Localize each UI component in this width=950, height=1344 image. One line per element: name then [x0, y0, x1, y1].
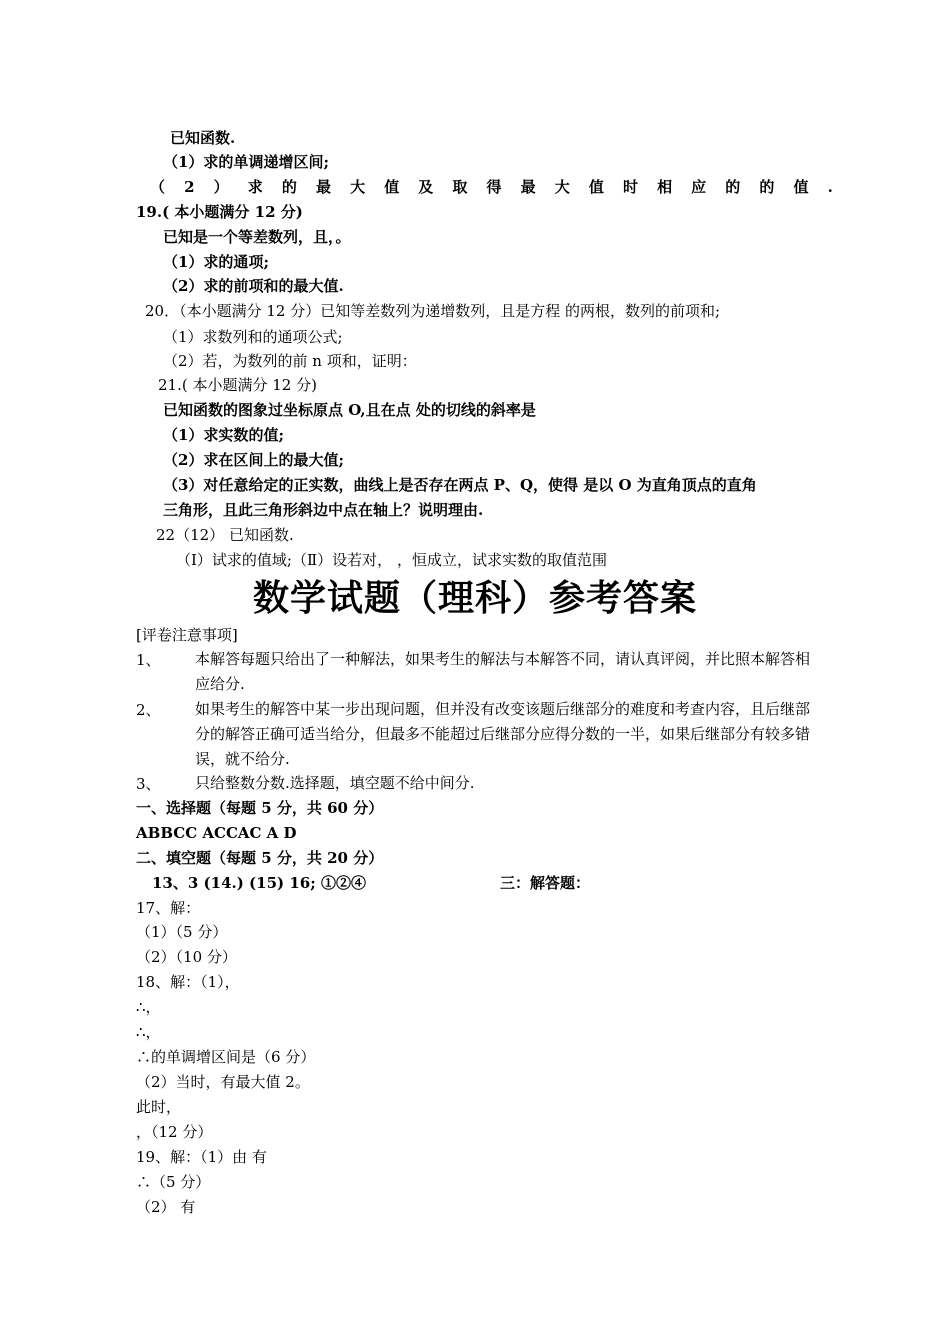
section-2-header: 二、填空题（每题 5 分，共 20 分） — [136, 849, 384, 867]
p18-question-2-char: 取 — [452, 178, 468, 196]
p18-question-2-char: 大 — [554, 178, 570, 196]
answers-title: 数学试题（理科）参考答案 — [252, 578, 697, 619]
p18-question-2-char: 最 — [520, 178, 536, 196]
p21-question-3a: （3）对任意给定的正实数，曲线上是否存在两点 P、Q，使得 是以 O 为直角顶点的直角 — [163, 476, 757, 494]
p18-question-2-char: （ — [150, 178, 166, 196]
note-1-number: 1、 — [136, 651, 161, 669]
p21-intro: 已知函数的图象过坐标原点 O,且在点 处的切线的斜率是 — [163, 401, 536, 419]
p19-question-1: （1）求的通项; — [163, 253, 269, 271]
p18-question-2-char: 值 — [793, 178, 809, 196]
answer-line: （1）（5 分） — [136, 923, 228, 941]
note-3-number: 3、 — [136, 775, 161, 793]
p22-heading: 22（12） 已知函数. — [156, 526, 294, 544]
section-1-header: 一、选择题（每题 5 分，共 60 分） — [136, 799, 384, 817]
answer-line: （2）（10 分） — [136, 948, 237, 966]
p20-question-1: （1）求数列和的通项公式; — [163, 328, 343, 346]
p18-question-2-char: 时 — [622, 178, 638, 196]
p19-intro: 已知是一个等差数列，且，。 — [163, 228, 351, 246]
p20-heading: 20．（本小题满分 12 分）已知等差数列为递增数列，且是方程 的两根，数列的前项和; — [145, 302, 721, 320]
answer-line: 19、解：（1）由 有 — [136, 1148, 267, 1166]
p18-question-2-char: 大 — [350, 178, 366, 196]
p22-question: （Ⅰ）试求的值域;（Ⅱ）设若对， ，恒成立，试求实数的取值范围 — [176, 551, 607, 569]
p18-question-2-char: 相 — [657, 178, 673, 196]
p18-question-2-char: 的 — [759, 178, 775, 196]
answer-line: ∴， — [136, 1023, 161, 1041]
note-2-text: 如果考生的解答中某一步出现问题，但并没有改变该题后继部分的难度和考查内容，且后继部分的解答正确可适当给分，但最多不能超过后继部分应得分数的一半，如果后继部分有较多错误，就不给分. — [195, 700, 811, 768]
p18-question-2-char: 的 — [725, 178, 741, 196]
note-1-text: 本解答每题只给出了一种解法，如果考生的解法与本解答不同，请认真评阅，并比照本解答相应给分. — [195, 650, 811, 693]
p18-question-2-char: 得 — [486, 178, 502, 196]
p20-question-2: （2）若，为数列的前 n 项和，证明： — [163, 352, 417, 370]
p18-intro: 已知函数. — [170, 129, 236, 147]
answer-line: 17、解： — [136, 899, 201, 917]
notes-header: [评卷注意事项] — [136, 626, 238, 644]
p19-question-2: （2）求的前项和的最大值. — [163, 277, 344, 295]
p18-question-2-char: 求 — [247, 178, 263, 196]
note-2-number: 2、 — [136, 701, 161, 719]
answer-line: ∴， — [136, 998, 161, 1016]
p21-question-3b: 三角形，且此三角形斜边中点在轴上？说明理由. — [163, 501, 484, 519]
p18-question-2-char: ） — [213, 178, 229, 196]
section-1-answers: ABBCC ACCAC A D — [136, 824, 297, 842]
section-2-answers: 13、3 (14.) (15) 16; ①②④ — [152, 874, 366, 892]
p18-question-2-char: 及 — [418, 178, 434, 196]
note-3-text: 只给整数分数.选择题，填空题不给中间分. — [195, 774, 475, 792]
answer-line: ∴（5 分） — [136, 1173, 211, 1191]
p18-question-1: （1）求的单调递增区间; — [163, 153, 329, 171]
p18-question-2-char: 应 — [691, 178, 707, 196]
p19-heading: 19.( 本小题满分 12 分) — [136, 203, 303, 221]
p18-question-2-char: 最 — [315, 178, 331, 196]
p21-question-2: （2）求在区间上的最大值; — [163, 451, 344, 469]
p21-question-1: （1）求实数的值; — [163, 426, 284, 444]
section-3-header: 三：解答题： — [500, 874, 591, 892]
answer-line: （2） 有 — [136, 1198, 196, 1216]
p18-question-2-char: 2 — [184, 178, 195, 196]
p18-question-2-char: 值 — [384, 178, 400, 196]
answer-line: 此时， — [136, 1098, 182, 1116]
answer-line: 18、解：（1）， — [136, 973, 240, 991]
p18-question-2 — [150, 177, 833, 197]
p18-question-2-char: 的 — [281, 178, 297, 196]
p18-question-2-char: . — [827, 178, 833, 196]
p21-heading: 21.( 本小题满分 12 分) — [158, 376, 317, 394]
answer-line: ，（12 分） — [136, 1123, 213, 1141]
p18-question-2-char: 值 — [588, 178, 604, 196]
answer-line: （2）当时，有最大值 2。 — [136, 1073, 310, 1091]
answer-line: ∴的单调增区间是（6 分） — [136, 1048, 316, 1066]
